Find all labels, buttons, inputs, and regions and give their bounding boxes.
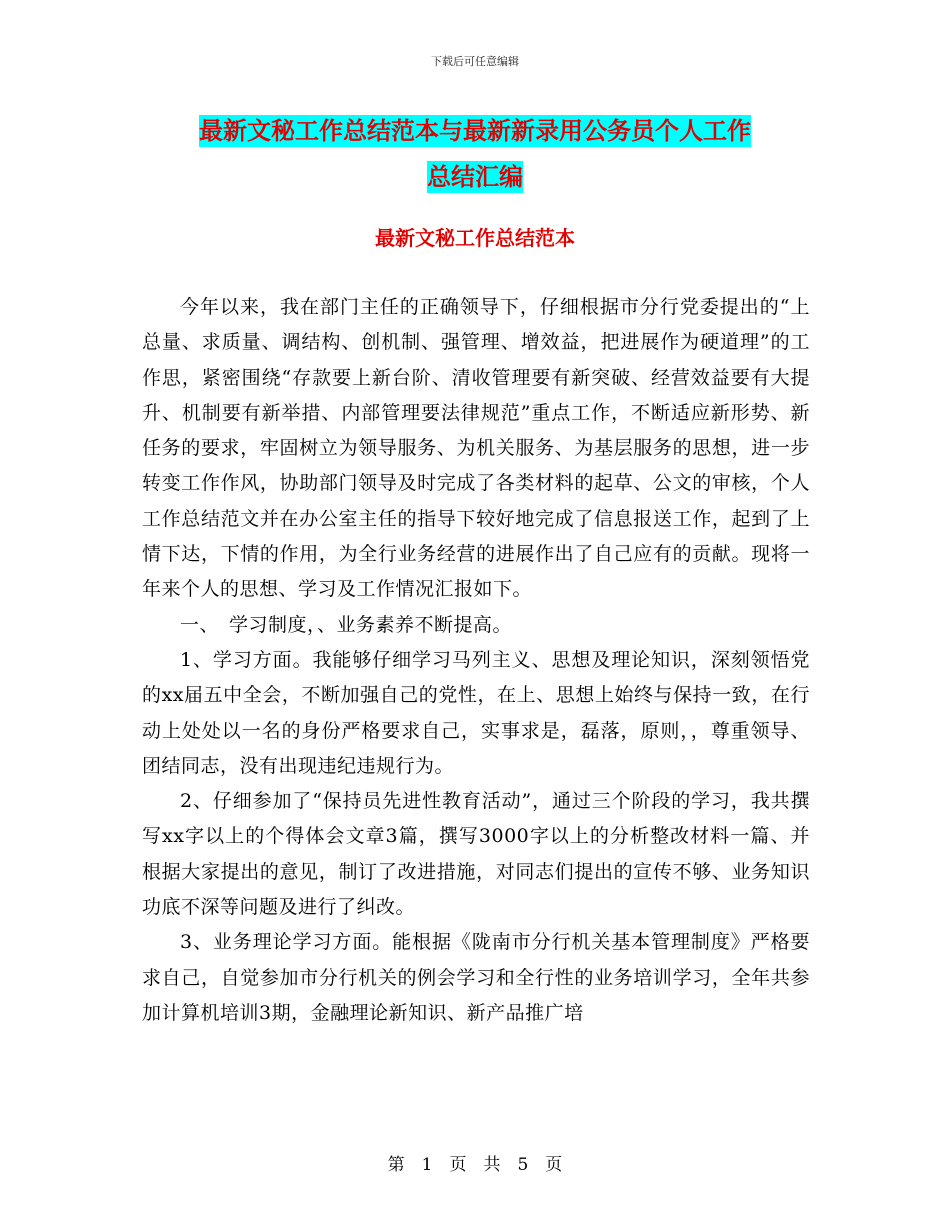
section-title: 最新文秘工作总结范本: [375, 226, 575, 250]
document-body: [142, 290, 810, 1031]
paragraph-business-theory: 3、业务理论学习方面。能根据《陇南市分行机关基本管理制度》严格要求自己，自觉参加市分行机关的例会学习和全行性的业务培训学习，全年共参加计算机培训3期，金融理论新知识、新产品推广培: [142, 931, 810, 1024]
title-line-1: 最新文秘工作总结范本与最新新录用公务员个人工作: [199, 117, 751, 145]
header-note: 下载后可任意编辑: [431, 55, 519, 68]
title-line-2: 总结汇编: [427, 163, 523, 191]
paragraph-heading-1: 一、 学习制度，、业务素养不断提高。: [180, 613, 513, 636]
document-title: [0, 108, 950, 200]
page-footer: 第 1 页 共 5 页: [387, 1155, 563, 1175]
paragraph-intro: 今年以来，我在部门主任的正确领导下，仔细根据市分行党委提出的“上总量、求质量、调结构、创机制、强管理、增效益，把进展作为硬道理”的工作思，紧密围绕“存款要上新台阶、清收管理要有新突破、经营效益要有大提升、机制要有新举措、内部管理要法律规范”重点工作，不断适应新形势、新任务的要求，牢固树立为领导服务、为机关服务、为基层服务的思想，进一步转变工作作风，协助部门领导及时完成了各类材料的起草、公文的审核，个人工作总结范文并在办公室主任的指导下较好地完成了信息报送工作，起到了上情下达，下情的作用，为全行业务经营的进展作出了自己应有的贡献。现将一年来个人的思想、学习及工作情况汇报如下。: [142, 296, 810, 601]
paragraph-study: 1、学习方面。我能够仔细学习马列主义、思想及理论知识，深刻领悟党的xx届五中全会，不断加强自己的党性，在上、思想上始终与保持一致，在行动上处处以一名的身份严格要求自己，实事求是，磊落，原则，，尊重领导、团结同志，没有出现违纪违规行为。: [142, 648, 810, 777]
paragraph-education: 2、仔细参加了“保持员先进性教育活动”，通过三个阶段的学习，我共撰写xx字以上的个得体会文章3篇，撰写3000字以上的分析整改材料一篇、并根据大家提出的意见，制订了改进措施，对同志们提出的宣传不够、业务知识功底不深等问题及进行了纠改。: [142, 790, 810, 919]
